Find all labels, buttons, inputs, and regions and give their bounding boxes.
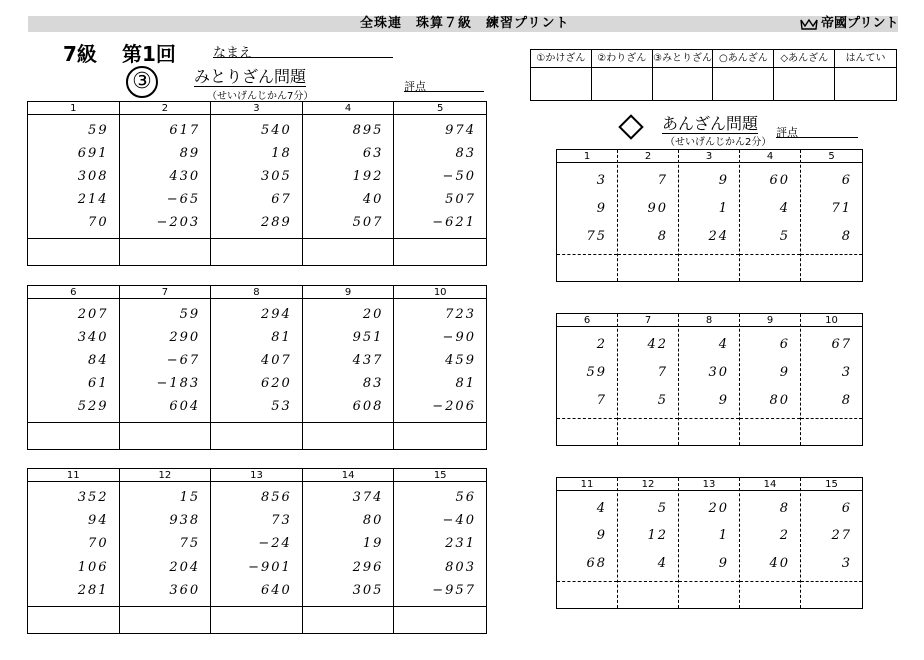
problem-value: 90 <box>647 200 668 216</box>
problem-values <box>801 327 862 418</box>
problem-value: 4 <box>779 200 790 216</box>
problem-value: 94 <box>88 513 109 529</box>
answer-field[interactable] <box>303 238 394 265</box>
problem-column <box>618 314 679 445</box>
answer-field[interactable] <box>303 422 394 449</box>
score-cell[interactable] <box>592 68 653 100</box>
problem-value: 24 <box>708 228 729 244</box>
answer-field[interactable] <box>618 581 678 608</box>
answer-field[interactable] <box>801 418 862 445</box>
problem-number: 10 <box>801 314 862 327</box>
problem-number: 9 <box>303 286 394 299</box>
problem-values <box>618 327 678 418</box>
problem-values <box>28 299 119 422</box>
problem-value: −40 <box>442 513 476 529</box>
problem-values <box>679 163 739 254</box>
answer-field[interactable] <box>28 422 119 449</box>
problem-values <box>120 299 211 422</box>
score-header: ◇あんざん <box>774 50 835 68</box>
score-header: ③みとりざん <box>653 50 714 68</box>
problem-value: 204 <box>169 559 201 575</box>
problem-value: 360 <box>169 582 201 598</box>
problem-value: 620 <box>260 376 292 391</box>
problem-value: 71 <box>831 200 852 216</box>
crown-icon <box>800 18 818 30</box>
mitorizan-marker: ③ <box>126 66 158 98</box>
score-header: ①かけざん <box>531 50 592 68</box>
problem-value: 895 <box>352 123 384 138</box>
problem-number: 3 <box>679 150 739 163</box>
problem-column <box>211 102 303 265</box>
problem-value: 70 <box>88 215 109 230</box>
problem-value: 59 <box>88 123 109 138</box>
problem-value: 80 <box>769 392 790 408</box>
problem-value: 81 <box>455 376 476 391</box>
problem-column <box>303 102 395 265</box>
anzan-time-limit: （せいげんじかん2分） <box>665 137 772 148</box>
problem-value: −24 <box>258 536 292 552</box>
problem-values <box>740 163 800 254</box>
score-header: ○あんざん <box>713 50 774 68</box>
problem-column <box>120 102 212 265</box>
anzan-problem-table <box>556 477 863 609</box>
problem-column <box>801 150 862 281</box>
answer-field[interactable] <box>394 238 486 265</box>
answer-field[interactable] <box>120 422 211 449</box>
problem-value: 974 <box>445 123 476 138</box>
problem-number: 14 <box>740 478 800 491</box>
answer-field[interactable] <box>740 254 800 281</box>
problem-number: 15 <box>394 469 486 482</box>
answer-field[interactable] <box>679 254 739 281</box>
problem-value: 803 <box>445 559 476 575</box>
problem-value: 4 <box>596 501 607 517</box>
mitorizan-score-label: 評点 <box>404 80 426 93</box>
problem-value: 7 <box>657 173 668 189</box>
problem-values <box>120 115 211 238</box>
problem-values <box>303 115 394 238</box>
problem-value: 20 <box>708 501 729 517</box>
problem-value: 73 <box>271 513 292 529</box>
problem-value: 2 <box>779 528 790 544</box>
problem-value: 30 <box>708 364 729 380</box>
problem-value: 281 <box>77 582 109 598</box>
problem-value: 640 <box>260 582 292 598</box>
problem-value: 4 <box>718 337 729 353</box>
round-label: 第1回 <box>122 42 176 66</box>
problem-column <box>618 478 679 608</box>
problem-number: 8 <box>211 286 302 299</box>
problem-number: 11 <box>557 478 617 491</box>
problem-value: 40 <box>769 555 790 571</box>
problem-value: 81 <box>271 330 292 345</box>
answer-field[interactable] <box>679 581 739 608</box>
problem-number: 5 <box>394 102 486 115</box>
problem-column <box>679 150 740 281</box>
problem-value: 305 <box>352 582 384 598</box>
answer-field[interactable] <box>679 418 739 445</box>
anzan-title: あんざん問題 <box>662 114 759 133</box>
problem-values <box>120 482 211 606</box>
problem-value: 290 <box>169 330 201 345</box>
problem-value: 207 <box>77 307 109 322</box>
score-cell[interactable] <box>835 68 896 100</box>
logo-text: 帝國プリント <box>821 16 899 31</box>
problem-value: 617 <box>169 123 201 138</box>
problem-value: 5 <box>779 228 790 244</box>
problem-value: 407 <box>260 353 292 368</box>
header-title: 全珠連 珠算７級 練習プリント <box>360 16 570 31</box>
mitorizan-problem-table <box>27 285 487 450</box>
problem-values <box>557 163 617 254</box>
problem-value: 507 <box>445 192 476 207</box>
answer-field[interactable] <box>557 418 617 445</box>
problem-values <box>211 482 302 606</box>
problem-number: 7 <box>618 314 678 327</box>
answer-field[interactable] <box>120 238 211 265</box>
problem-value: 723 <box>445 307 476 322</box>
problem-number: 5 <box>801 150 862 163</box>
problem-column <box>740 314 801 445</box>
problem-column <box>740 150 801 281</box>
problem-value: 6 <box>841 501 852 517</box>
problem-number: 15 <box>801 478 862 491</box>
problem-values <box>28 115 119 238</box>
problem-column <box>211 469 303 633</box>
problem-values <box>394 299 486 422</box>
name-label: なまえ <box>213 46 253 61</box>
problem-value: 192 <box>352 169 384 184</box>
problem-value: 27 <box>831 528 852 544</box>
problem-value: 60 <box>769 173 790 189</box>
problem-value: 305 <box>260 169 292 184</box>
problem-number: 2 <box>120 102 211 115</box>
problem-value: 8 <box>841 392 852 408</box>
problem-column <box>801 314 862 445</box>
problem-column <box>28 102 120 265</box>
problem-number: 14 <box>303 469 394 482</box>
problem-number: 1 <box>28 102 119 115</box>
problem-value: 80 <box>362 513 384 529</box>
answer-field[interactable] <box>28 606 119 633</box>
problem-column <box>394 469 486 633</box>
problem-column <box>394 286 486 449</box>
problem-value: 5 <box>657 392 668 408</box>
problem-value: 340 <box>77 330 109 345</box>
problem-column <box>740 478 801 608</box>
problem-values <box>303 482 394 606</box>
problem-value: 6 <box>779 337 790 353</box>
problem-value: 608 <box>352 399 384 414</box>
problem-value: 9 <box>718 173 729 189</box>
problem-value: −203 <box>156 215 201 230</box>
problem-number: 12 <box>618 478 678 491</box>
mitorizan-title: みとりざん問題 <box>194 67 307 86</box>
problem-value: −50 <box>442 169 476 184</box>
problem-values <box>801 163 862 254</box>
mitorizan-score-field[interactable] <box>404 91 484 92</box>
answer-field[interactable] <box>740 581 800 608</box>
answer-field[interactable] <box>394 422 486 449</box>
problem-value: 8 <box>779 501 790 517</box>
problem-column <box>120 286 212 449</box>
problem-value: 83 <box>362 376 384 391</box>
score-summary-table <box>530 49 897 101</box>
problem-value: 529 <box>77 399 109 414</box>
problem-values <box>801 491 862 581</box>
problem-value: −206 <box>432 399 476 414</box>
problem-column <box>557 314 618 445</box>
answer-field[interactable] <box>303 606 394 633</box>
problem-value: 9 <box>779 364 790 380</box>
problem-value: 20 <box>362 307 384 322</box>
problem-value: 430 <box>169 169 201 184</box>
answer-field[interactable] <box>618 254 678 281</box>
problem-number: 7 <box>120 286 211 299</box>
problem-column <box>28 286 120 449</box>
problem-value: 59 <box>179 307 201 322</box>
problem-values <box>557 327 617 418</box>
problem-values <box>679 327 739 418</box>
answer-field[interactable] <box>120 606 211 633</box>
problem-values <box>557 491 617 581</box>
answer-field[interactable] <box>557 254 617 281</box>
problem-value: 3 <box>596 173 607 189</box>
answer-field[interactable] <box>211 606 302 633</box>
problem-value: 296 <box>352 559 384 575</box>
problem-value: 4 <box>657 555 668 571</box>
problem-value: −183 <box>156 376 201 391</box>
problem-values <box>211 299 302 422</box>
problem-value: 691 <box>77 146 109 161</box>
grade-label: 7級 <box>63 42 97 66</box>
problem-values <box>618 163 678 254</box>
problem-number: 11 <box>28 469 119 482</box>
problem-value: 7 <box>657 364 668 380</box>
problem-value: 938 <box>169 513 201 529</box>
problem-column <box>28 469 120 633</box>
score-header: はんてい <box>835 50 896 68</box>
problem-value: 67 <box>271 192 292 207</box>
problem-value: 1 <box>718 528 729 544</box>
problem-value: 3 <box>841 364 852 380</box>
problem-value: −90 <box>442 330 476 345</box>
problem-value: 68 <box>586 555 607 571</box>
name-field[interactable] <box>213 57 393 58</box>
problem-values <box>679 491 739 581</box>
answer-field[interactable] <box>801 254 862 281</box>
answer-field[interactable] <box>801 581 862 608</box>
problem-value: 2 <box>596 337 607 353</box>
problem-value: 75 <box>179 536 201 552</box>
problem-value: 308 <box>77 169 109 184</box>
problem-value: 67 <box>831 337 852 353</box>
problem-number: 13 <box>679 478 739 491</box>
problem-value: 84 <box>88 353 109 368</box>
problem-number: 10 <box>394 286 486 299</box>
problem-value: 9 <box>718 392 729 408</box>
problem-values <box>394 482 486 606</box>
problem-column <box>120 469 212 633</box>
problem-value: 352 <box>77 490 109 506</box>
problem-value: 7 <box>596 392 607 408</box>
problem-value: 15 <box>179 490 201 506</box>
problem-value: 1 <box>718 200 729 216</box>
problem-values <box>303 299 394 422</box>
problem-value: 53 <box>271 399 292 414</box>
score-cell[interactable] <box>653 68 714 100</box>
problem-column <box>679 314 740 445</box>
problem-column <box>557 150 618 281</box>
answer-field[interactable] <box>211 422 302 449</box>
problem-value: 42 <box>647 337 668 353</box>
problem-value: 374 <box>352 490 384 506</box>
score-cell[interactable] <box>531 68 592 100</box>
problem-value: −901 <box>248 559 292 575</box>
problem-value: 437 <box>352 353 384 368</box>
problem-value: 459 <box>445 353 476 368</box>
score-header: ②わりざん <box>592 50 653 68</box>
problem-value: 89 <box>179 146 201 161</box>
problem-value: 9 <box>718 555 729 571</box>
problem-value: 8 <box>841 228 852 244</box>
problem-column <box>303 286 395 449</box>
problem-column <box>679 478 740 608</box>
problem-number: 13 <box>211 469 302 482</box>
problem-value: 856 <box>260 490 292 506</box>
answer-field[interactable] <box>557 581 617 608</box>
problem-value: −621 <box>432 215 476 230</box>
problem-value: 56 <box>455 490 476 506</box>
problem-value: 63 <box>362 146 384 161</box>
problem-value: −957 <box>432 582 476 598</box>
problem-number: 6 <box>557 314 617 327</box>
problem-value: 8 <box>657 228 668 244</box>
problem-value: 9 <box>596 200 607 216</box>
problem-value: 61 <box>88 376 109 391</box>
problem-number: 3 <box>211 102 302 115</box>
problem-value: 604 <box>169 399 201 414</box>
problem-column <box>557 478 618 608</box>
problem-value: 40 <box>362 192 384 207</box>
answer-field[interactable] <box>618 418 678 445</box>
problem-value: 18 <box>271 146 292 161</box>
problem-values <box>211 115 302 238</box>
problem-value: 75 <box>586 228 607 244</box>
answer-field[interactable] <box>28 238 119 265</box>
problem-number: 1 <box>557 150 617 163</box>
answer-field[interactable] <box>394 606 486 633</box>
problem-value: 289 <box>260 215 292 230</box>
mitorizan-problem-table <box>27 101 487 266</box>
problem-value: 59 <box>586 364 607 380</box>
problem-value: −65 <box>166 192 201 207</box>
problem-number: 2 <box>618 150 678 163</box>
answer-field[interactable] <box>740 418 800 445</box>
problem-number: 12 <box>120 469 211 482</box>
mitorizan-problem-table <box>27 468 487 634</box>
problem-value: 70 <box>88 536 109 552</box>
problem-values <box>28 482 119 606</box>
anzan-score-label: 評点 <box>776 126 798 139</box>
problem-column <box>801 478 862 608</box>
problem-value: 106 <box>77 559 109 575</box>
problem-values <box>740 491 800 581</box>
problem-number: 4 <box>303 102 394 115</box>
problem-number: 8 <box>679 314 739 327</box>
problem-column <box>303 469 395 633</box>
diamond-icon <box>618 114 643 139</box>
problem-number: 4 <box>740 150 800 163</box>
publisher-logo <box>800 16 898 32</box>
problem-value: 507 <box>352 215 384 230</box>
problem-value: 9 <box>596 528 607 544</box>
problem-value: 540 <box>260 123 292 138</box>
anzan-score-field[interactable] <box>776 137 858 138</box>
problem-value: 19 <box>362 536 384 552</box>
problem-values <box>394 115 486 238</box>
problem-value: 294 <box>260 307 292 322</box>
problem-value: 231 <box>445 536 476 552</box>
problem-number: 6 <box>28 286 119 299</box>
score-cell[interactable] <box>774 68 835 100</box>
anzan-problem-table <box>556 149 863 282</box>
problem-column <box>618 150 679 281</box>
problem-value: −67 <box>166 353 201 368</box>
problem-value: 6 <box>841 173 852 189</box>
problem-value: 3 <box>841 555 852 571</box>
problem-value: 12 <box>647 528 668 544</box>
answer-field[interactable] <box>211 238 302 265</box>
problem-number: 9 <box>740 314 800 327</box>
score-cell[interactable] <box>713 68 774 100</box>
problem-values <box>740 327 800 418</box>
anzan-problem-table <box>556 313 863 446</box>
problem-value: 83 <box>455 146 476 161</box>
problem-column <box>211 286 303 449</box>
problem-value: 951 <box>352 330 384 345</box>
problem-value: 5 <box>657 501 668 517</box>
problem-values <box>618 491 678 581</box>
problem-column <box>394 102 486 265</box>
mitorizan-time-limit: （せいげんじかん7分） <box>207 91 314 102</box>
problem-value: 214 <box>77 192 109 207</box>
